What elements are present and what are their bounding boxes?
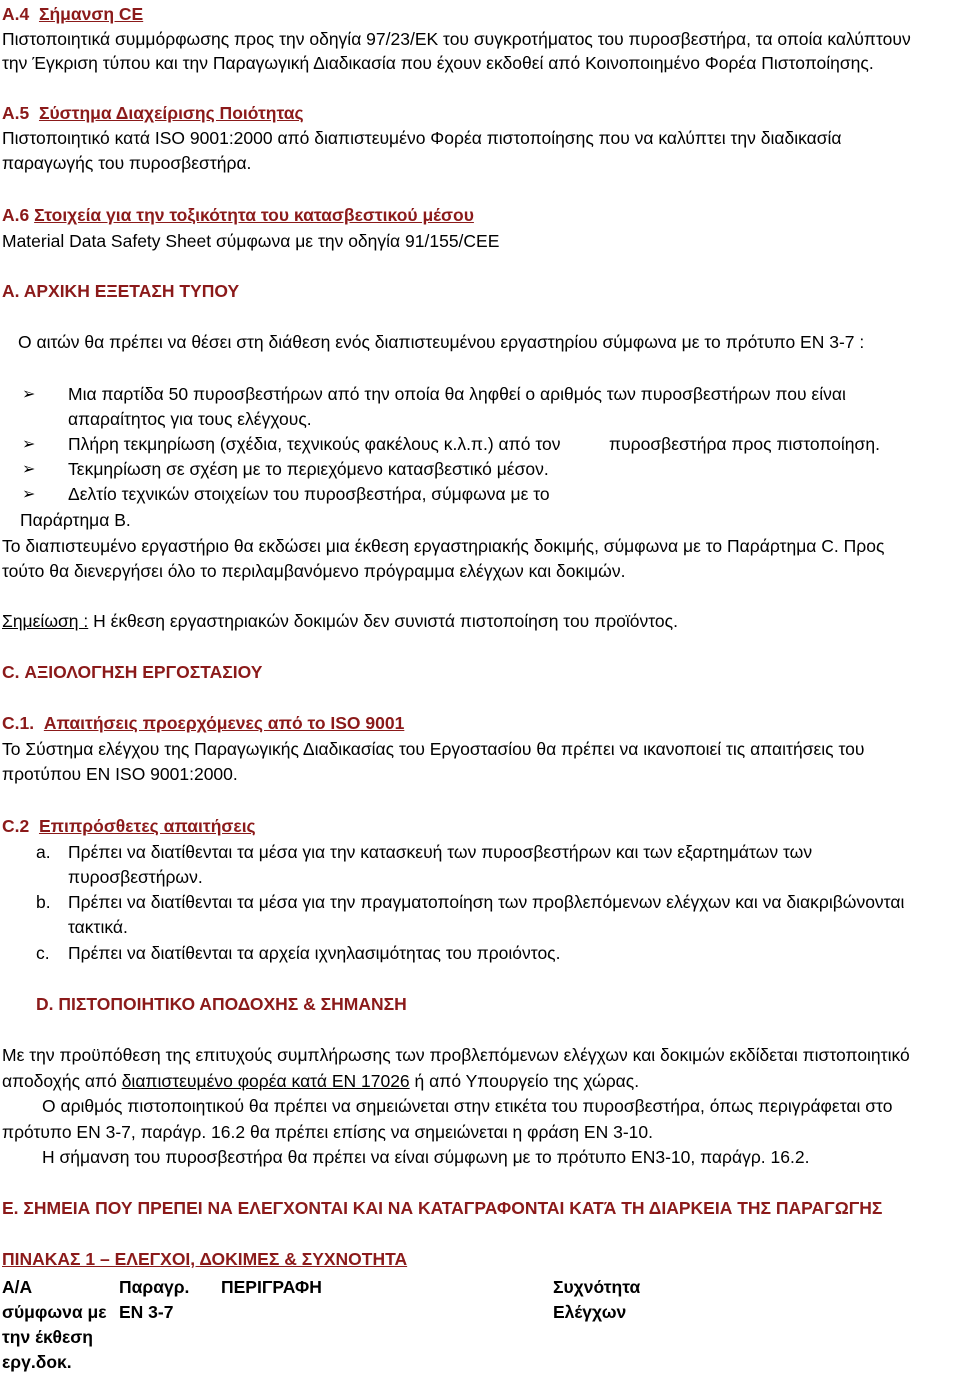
list-item-marker-a: a. [36,842,51,862]
accredited-body-reference: διαπιστευμένο φορέα κατά ΕΝ 17026 [121,1071,410,1091]
section-d-line-3: Ο αριθμός πιστοποιητικού θα πρέπει να σημειώνεται στην ετικέτα του πυροσβεστήρα, όπως περιγράφεται στο [42,1096,893,1116]
list-item-marker-b: b. [36,892,51,912]
table-header-col-frequency [553,1275,640,1325]
table-header-text: Ελέγχων [553,1302,627,1322]
heading-a4-title: Σήμανση CE [38,4,144,24]
table-header-text: σύμφωνα με [2,1302,107,1322]
section-d-line-2-start: αποδοχής από [2,1071,122,1091]
section-a-heading: Α. ΑΡΧΙΚΗ ΕΞΕΤΑΣΗ ΤΥΠΟΥ [2,281,240,301]
heading-a5-number: A.5 [2,103,30,123]
heading-a5 [2,101,304,126]
list-item-b-line-2: τακτικά. [68,917,128,937]
arrow-bullet-icon: ➢ [22,436,36,453]
section-d-line-2 [2,1069,639,1094]
section-d-line-2-end: ή από Υπουργείο της χώρας. [409,1071,640,1091]
table-header-text: Συχνότητα [553,1277,641,1297]
table-header-text: Παραγρ. [119,1277,190,1297]
section-d-line-5: Η σήμανση του πυροσβεστήρα θα πρέπει να είναι σύμφωνη με το πρότυπο ΕΝ3-10, παράγρ. 16.2. [42,1147,810,1167]
heading-c1-number: C.1. [2,713,35,733]
heading-a4 [2,2,143,27]
bullet-item-4-continued: Παράρτημα Β. [20,510,131,530]
a5-text-line-2: παραγωγής του πυροσβεστήρα. [2,153,252,173]
bullet-item-2-tail: πυροσβεστήρα προς πιστοποίηση. [609,434,880,454]
list-item-a-line-2: πυροσβεστήρων. [68,867,203,887]
bullet-item-1: Μια παρτίδα 50 πυροσβεστήρων από την οποία θα ληφθεί ο αριθμός των πυροσβεστήρων που είναι [68,384,846,404]
section-a-paragraph-line-2: τούτο θα διενεργήσει όλο το περιλαμβανόμενο πρόγραμμα ελέγχων και δοκιμών. [2,561,626,581]
arrow-bullet-icon: ➢ [22,461,36,478]
section-d-line-4: πρότυπο ΕΝ 3-7, παράγρ. 16.2 θα πρέπει επίσης να σημειώνεται η φράση ΕΝ 3-10. [2,1122,653,1142]
table-header-text: εργ.δοκ. [2,1352,72,1372]
heading-a6-title: Στοιχεία για την τοξικότητα του κατασβεστικού μέσου [34,205,474,225]
heading-c2-title: Επιπρόσθετες απαιτήσεις [38,816,256,836]
section-d-heading: D. ΠΙΣΤΟΠΟΙΗΤΙΚΟ ΑΠΟΔΟΧΗΣ & ΣΗΜΑΝΣΗ [36,994,407,1014]
table-header-text: ΕΝ 3-7 [119,1302,174,1322]
bullet-item-4: Δελτίο τεχνικών στοιχείων του πυροσβεστήρα, σύμφωνα με το [68,484,550,504]
table-header-text: ΠΕΡΙΓΡΑΦΗ [221,1277,322,1297]
note-text: Η έκθεση εργαστηριακών δοκιμών δεν συνιστά πιστοποίηση του προϊόντος. [88,611,678,631]
list-item-marker-c: c. [36,943,50,963]
heading-a5-title: Σύστημα Διαχείρισης Ποιότητας [38,103,304,123]
section-c-heading: C. ΑΞΙΟΛΟΓΗΣΗ ΕΡΓΟΣΤΑΣΙΟΥ [2,662,263,682]
table-header-text: Α/Α [2,1277,33,1297]
arrow-bullet-icon: ➢ [22,386,36,403]
c1-text-line-2: προτύπου ΕΝ ISO 9001:2000. [2,764,238,784]
bullet-item-3: Τεκμηρίωση σε σχέση με το περιεχόμενο κατασβεστικό μέσον. [68,459,549,479]
list-item-b-line-1: Πρέπει να διατίθενται τα μέσα για την πραγματοποίηση των προβλεπόμενων ελέγχων και να διακριβώνονται [68,892,905,912]
section-d-line-1: Με την προϋπόθεση της επιτυχούς συμπλήρωσης των προβλεπόμενων ελέγχων και δοκιμών εκδίδεται πιστοποιητικό [2,1045,910,1065]
heading-c1 [2,711,404,736]
table-header-col-serial [2,1275,107,1375]
arrow-bullet-icon: ➢ [22,486,36,503]
heading-c2 [2,814,256,839]
section-a-paragraph-line-1: Το διαπιστευμένο εργαστήριο θα εκδώσει μια έκθεση εργαστηριακής δοκιμής, σύμφωνα με το Παράρτημα C. Προς [2,536,885,556]
note-label: Σημείωση : [2,611,89,631]
section-a-note [2,609,678,634]
heading-c1-title: Απαιτήσεις προερχόμενες από το ISO 9001 [43,713,405,733]
table-header-text: την έκθεση [2,1327,93,1347]
list-item-c-line-1: Πρέπει να διατίθενται τα αρχεία ιχνηλασιμότητας του προιόντος. [68,943,561,963]
a4-text-line-2: την Έγκριση τύπου και την Παραγωγική Διαδικασία που έχουν εκδοθεί από Κοινοποιημένο Φορέα Πιστοποίησης. [2,53,874,73]
bullet-item-1-continued: απαραίτητος για τους ελέγχους. [68,409,312,429]
a4-text-line-1: Πιστοποιητικά συμμόρφωσης προς την οδηγία 97/23/ΕΚ του συγκροτήματος του πυροσβεστήρα, τα οποία καλύπτουν [2,29,911,49]
table-header-col-description [221,1275,322,1300]
heading-a4-number: A.4 [2,4,30,24]
list-item-a-line-1: Πρέπει να διατίθενται τα μέσα για την κατασκευή των πυροσβεστήρων και των εξαρτημάτων των [68,842,813,862]
section-a-intro: Ο αιτών θα πρέπει να θέσει στη διάθεση ενός διαπιστευμένου εργαστηρίου σύμφωνα με το πρότυπο ΕΝ 3-7 : [18,332,865,352]
heading-a6-number: A.6 [2,205,30,225]
table-1-title: ΠΙΝΑΚΑΣ 1 – ΕΛΕΓΧΟΙ, ΔΟΚΙΜΕΣ & ΣΥΧΝΟΤΗΤΑ [2,1249,408,1269]
c1-text-line-1: Το Σύστημα ελέγχου της Παραγωγικής Διαδικασίας του Εργοστασίου θα πρέπει να ικανοποιεί τις απαιτήσεις του [2,739,865,759]
heading-a6 [2,203,474,228]
section-e-heading: E. ΣΗΜΕΙΑ ΠΟΥ ΠΡΕΠΕΙ ΝΑ ΕΛΕΓΧΟΝΤΑΙ ΚΑΙ ΝΑ ΚΑΤΑΓΡΑΦΟΝΤΑΙ ΚΑΤΆ ΤΗ ΔΙΑΡΚΕΙΑ ΤΗΣ ΠΑΡΑΓΩΓΗΣ [2,1198,883,1218]
a5-text-line-1: Πιστοποιητικό κατά ISO 9001:2000 από διαπιστευμένο Φορέα πιστοποίησης που να καλύπτει την διαδικασία [2,128,842,148]
bullet-item-2: Πλήρη τεκμηρίωση (σχέδια, τεχνικούς φακέλους κ.λ.π.) από τον [68,434,561,454]
heading-c2-number: C.2 [2,816,30,836]
table-header-col-paragraph [119,1275,189,1325]
a6-text-line-1: Material Data Safety Sheet σύμφωνα με την οδηγία 91/155/CEE [2,231,500,251]
